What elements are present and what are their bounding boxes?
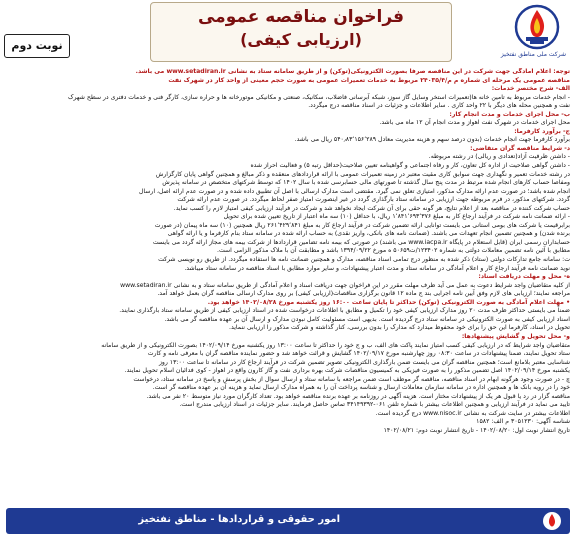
nisoc-flame-icon [514,4,560,50]
body-line: تحویل در اسناد، کارفرما این حق را برای خود محفوظ میدارد که مدارک را بدون بررسی، کنار گذاشته و شرکت مذکور را ارزیابی ننماید. [229,324,570,332]
body-line: چ - در صورت وجود هرگونه ابهام در اسناد مناقصه، مناقصه گر موظف است ضمن مراجعه با سامانه ستاد و ارسال سوال از بخش پرسش و پاسخ در سامانه ستاد، درخواست [133,375,570,383]
body-line: انجام شده باشد؛ در صورت عدم ارائه مدارک مذکور، امتیازی تعلق نمی گیرد. مقتضی است مدارک ارسالی با اصل آن تطبیق داده شده و در صورت عدم ارائه اصل، ارسال [138,187,570,195]
body-line: از کلیه متقاضیان واجد شرایط دعوت به عمل می آید ظرف مهلت مقرر در این فراخوان جهت دریافت اسناد و اعلام آمادگی از طریق سامانه ستاد و به نشانی www.setadiran.ir [120,281,570,289]
body-line: ومفاصا حساب کارهای انجام شده مرتبط در مدت پنج سال گذشته تا صورتهای مالی حسابرسی شده با سال ۱۴۰۲ که توسط شرکتهای متخصص در سامانه پذیرش [162,179,570,187]
body-line: ت: سامانه جامع تدارکات دولتی (ستاد) ذکر شده به منظور درج تمامی اسناد مناقصه، مدارک و همچنین ضمانت نامه ها استفاده میگردد. از طریق رو نویسی شرکت [158,256,570,264]
body-line: تایید می نماید در فرآیند ارزیابی و همچنین اطلاعات بیشتر با شماره تلفن ۰۶۱-۳۴۱۴۹۳۹۲ تماس حاصل فرمایند. سایر جزئیات در اسناد ارزیابی مندرج است. [179,401,570,409]
body-line: مراجعه نمایند؛ ارزیابی های لازم وفق آیین نامه اجرایی بند ج ماده ۱۲ قانون برگزاری مناقصات(ارزیابی کیفی) بر روی مدارک ارسالی مناقصه گران بعمل خواهد آمد. [157,290,570,298]
nisoc-logo [500,4,566,66]
section-heading: و- محل تحویل و گشایش پیشنهادها: [461,332,570,340]
body-line: نوید ضمانت نامه فرآیند ارجاع کار و اعلام آمادگی در سامانه ستاد و مدت اعتبار پیشنهادات، و سایر موارد مطابق با اسناد مناقصه در سامانه ستاد میباشد. [184,264,570,272]
announcement-subtitle: (ارزیابی کیفی) [240,30,362,49]
body-line: اطلاعات بیشتر در سایت شرکت به نشانی www.nisoc.ir درج گردیده است. [375,409,570,417]
body-line: محل اجرای خدمات در شهرک نفت اهواز و مدت انجام آن ۱۲ ماه می باشد. [379,119,570,127]
footer-bar [6,508,570,534]
body-line: شناسه آگهی: ۳۰۵۱۲۳۰ م الف: ۱۵۸۲ [476,418,570,426]
section-heading: الف- شرح مختصر خدمات: [491,85,570,93]
footer-department: امور حقوقی و قراردادها - مناطق نفتخیز [138,514,340,525]
section-heading: مناقصه عمومی یک مرحله ای شماره م م/۲۴۰۳۵/۴ مربوط به خدمات تعمیرات عمومی به صورت حجم معینی از واحد کار در شهرک نفت [168,76,570,84]
section-heading: ج- برآورد کارفرما: [514,127,570,135]
body-line: در رشته خدمات تعمیر و نگهداری جهت سوابق کاری مقیت معتبر در زمینه تعمیرات عمومی با ارائه قراردادهای منعقده و ذکر مبالغ و همچنین گواهی پایان کارگزارش [155,170,570,178]
body-line: برابرقیمت یا شرکت های بومی استانی می بایست توانایی ارائه تضمین شرکت در فرآیند ارجاع کار به مبلغ ۲۶۱٬۴۲۹٬۸۴۱ ریال همچنین (۱۰) سه ماه پیمان (در صورت [154,221,570,229]
body-line: مطابق با آئین نامه تضمین معاملات دولتی به شماره ۱۲۳۴۰۲/ت۵۰۶۵۹ ه مورخ ۱۳۹۴/۰۹/۲۲ باشد و مطابقت آن با ملاک مذکور الزامی است. [217,247,570,255]
body-line: - انجام خدمات مربوط به تامین خانه ها(تعمیرات استخر وسایل گاز سوز، شبکه آبرسانی فاضلاب، سکانیک، صنعتی و مکانیکی موتورخانه ها و حراره سازی، کارگر فنی و خدمات دفتری در سطح شهرک [68,93,570,101]
announcement-body [6,68,570,506]
body-line: برآورد کارفرما جهت انجام خدمات (بدون درصد سهم و هزینه مدیریت معادل ۵۴۰٫۸۳٬۱۵۶٬۲۸۹ ریال می باشد. [294,136,570,144]
body-line: شناسایی معتبر بلامانع است؛ همچنین مناقصه گران می بایست ضمن بارگذاری الکترونیکی تصویر تضمین شرکت در فرآیند ارجاع کار در سامانه تا ساعت ۱۳:۰۰ روز [158,358,570,366]
section-heading: د- شرایط مناقصه گران متقاضی: [470,144,570,152]
body-line: مناقصه گزار در رد یا قبول هر یک از پیشنهادات مختار است. هزینه آگهی در روزنامه بر عهده برنده مناقصه خواهد بود. تعداد کارگران مورد نیاز متوسط ۲۰ نفر می باشد. [146,392,570,400]
body-line: اسناد ارزیابی کیفی به صورت الکترونیکی در سامانه ستاد درج گردیده است. بدیهی است مسئولیت کامل نبودن مدارک و ارسال آن بر عهده مناقصه گر می باشد. [164,315,570,323]
body-line: حساب شرکت کننده در مناقصه بعد از اعلام نتایج، هر گونه حقی برای آن شرکت ایجاد نخواهد شد و شرکت در فرآیند ارزیابی کیفی امتیاز لازم را کسب نماید. [173,204,570,212]
body-line: متقاضیان واجد شرایط که در ارزیابی کیفی کسب امتیاز نمایند پاکت های الف، ب و ج خود را حداکثر تا ساعت ۱۳:۰۰ روز یکشنبه مورخ ۱۴۰۲/۰۹/۱۴ بصورت الکترونیکی و از طریق سامانه [101,341,570,349]
footer-logo-icon [542,511,562,531]
body-line: گردد. شرکتهای مذکور، در فرم مربوطه جهت ارزیابی در سامانه ستاد بارگذاری گردد در غیر اینصورت امتیاز صفر لحاظ میگردد. در صورت عدم ارائه شرکت [177,196,570,204]
announcement-title: فراخوان مناقصه عمومی [197,7,405,27]
body-line: حسابداران رسمی ایران (قابل استعلام در پایگاه www.iacpa.ir می باشند) در صورتی که بیمه نامه تضامین قراردادها از شرکت بیمه های مجاز ارائه گردد می بایست [152,238,570,246]
body-line: - داشتن ظرفیت آزاد(تعدادی و ریالی) در رشته مربوطه. [428,153,570,161]
body-line: یکشنبه مورخ ۱۴۰۲/۰۹/۱۴ اصل تضمین مذکور را به صورت فیزیکی به کمیسیون مناقصات شرکت بهره برداری نفت و گاز کارون واقع در اهواز - کوی فدائیان اسلام تحویل نمایند. [124,367,570,375]
body-line: - داشتن گواهی صلاحیت از اداره کل تعاون، کار و رفاه اجتماعی و گواهینامه تعیین صلاحیت(حداقل رتبه ۵) و فعالیت احراز شده [250,162,570,170]
round-badge: نوبت دوم [4,34,70,58]
body-line: - ارائه ضمانت نامه شرکت در فرآیند ارجاع کار به مبلغ ۱٬۸۴۱٬۶۹۳٬۳۷۶ ریال، با حداقل (۱۰) سه ماه اعتبار از تاریخ تعیین شده برای تحویل [223,213,570,221]
body-line: تاریخ انتشار نوبت اول: ۱۴۰۲/۰۸/۲۰ - تاریخ انتشار نوبت دوم: ۱۴۰۲/۰۸/۲۱ [383,426,570,434]
body-line: ضمناً می بایستی حداکثر ظرف مدت ۲۰ روز مدارک ارزیابی کیفی خود را تکمیل و مطابق با اطلاعات درخواست شده در اسناد ارزیابی کیفی از طریق سامانه ستاد بارگذاری نمایند. [119,307,570,315]
section-heading: ب- محل اجرای خدمات و مدت انجام کار: [449,110,570,118]
section-heading: ه- محل و مهلت دریافت اسناد: [478,273,570,281]
body-line: ستاد تحویل نمایند، ضمنا پیشنهادات در ساعت ۰۸:۳۰ روز چهارشنبه مورخ ۱۴۰۲/۰۹/۱۷ گشایش و قرائت خواهد شد و حضور نماینده مناقصه گران با معرفی نامه و کارت [147,350,570,358]
announcement-header [0,0,576,68]
body-line: خود را در رویه بانک ها و همچنین اداره در سامانه سازمان معاملات ارسال و شناسه پرداخت آن را به همراه مدارک ارسال نماید و هزینه آن بر عهده مناقصه گر است. [152,384,570,392]
title-box [150,2,452,62]
logo-caption: شرکت ملی مناطق نفتخیز [500,51,566,58]
section-heading: • مهلت اعلام آمادگی به صورت الکترونیکی (توکن) حداکثر تا پایان ساعت ۱۶:۰۰ روز یکشنبه مورخ ۱۴۰۲/۰۸/۲۸ خواهد بود. [207,298,570,306]
body-line: نفت و همچنین محله های دیگر با ۲۲ واحد کاری . سایر اطلاعات و جزئیات در اسناد مناقصه درج میگردد. [308,102,570,110]
body-line: برنده شدن) و همچنین تضمین انجام تعهدات می باشند. (ضمانت نامه های بانکی، واریز نقدی) به حساب ارائه شده در سامانه ستاد بنام کارفرما و یا ارائه گواهی [167,230,570,238]
section-heading: توجه: اعلام آمادگی جهت شرکت در این مناقصه صرفاً بصورت الکترونیکی(توکن) و از طریق سامانه ستاد به نشانی www.setadiran.ir می باشد. [135,68,570,75]
